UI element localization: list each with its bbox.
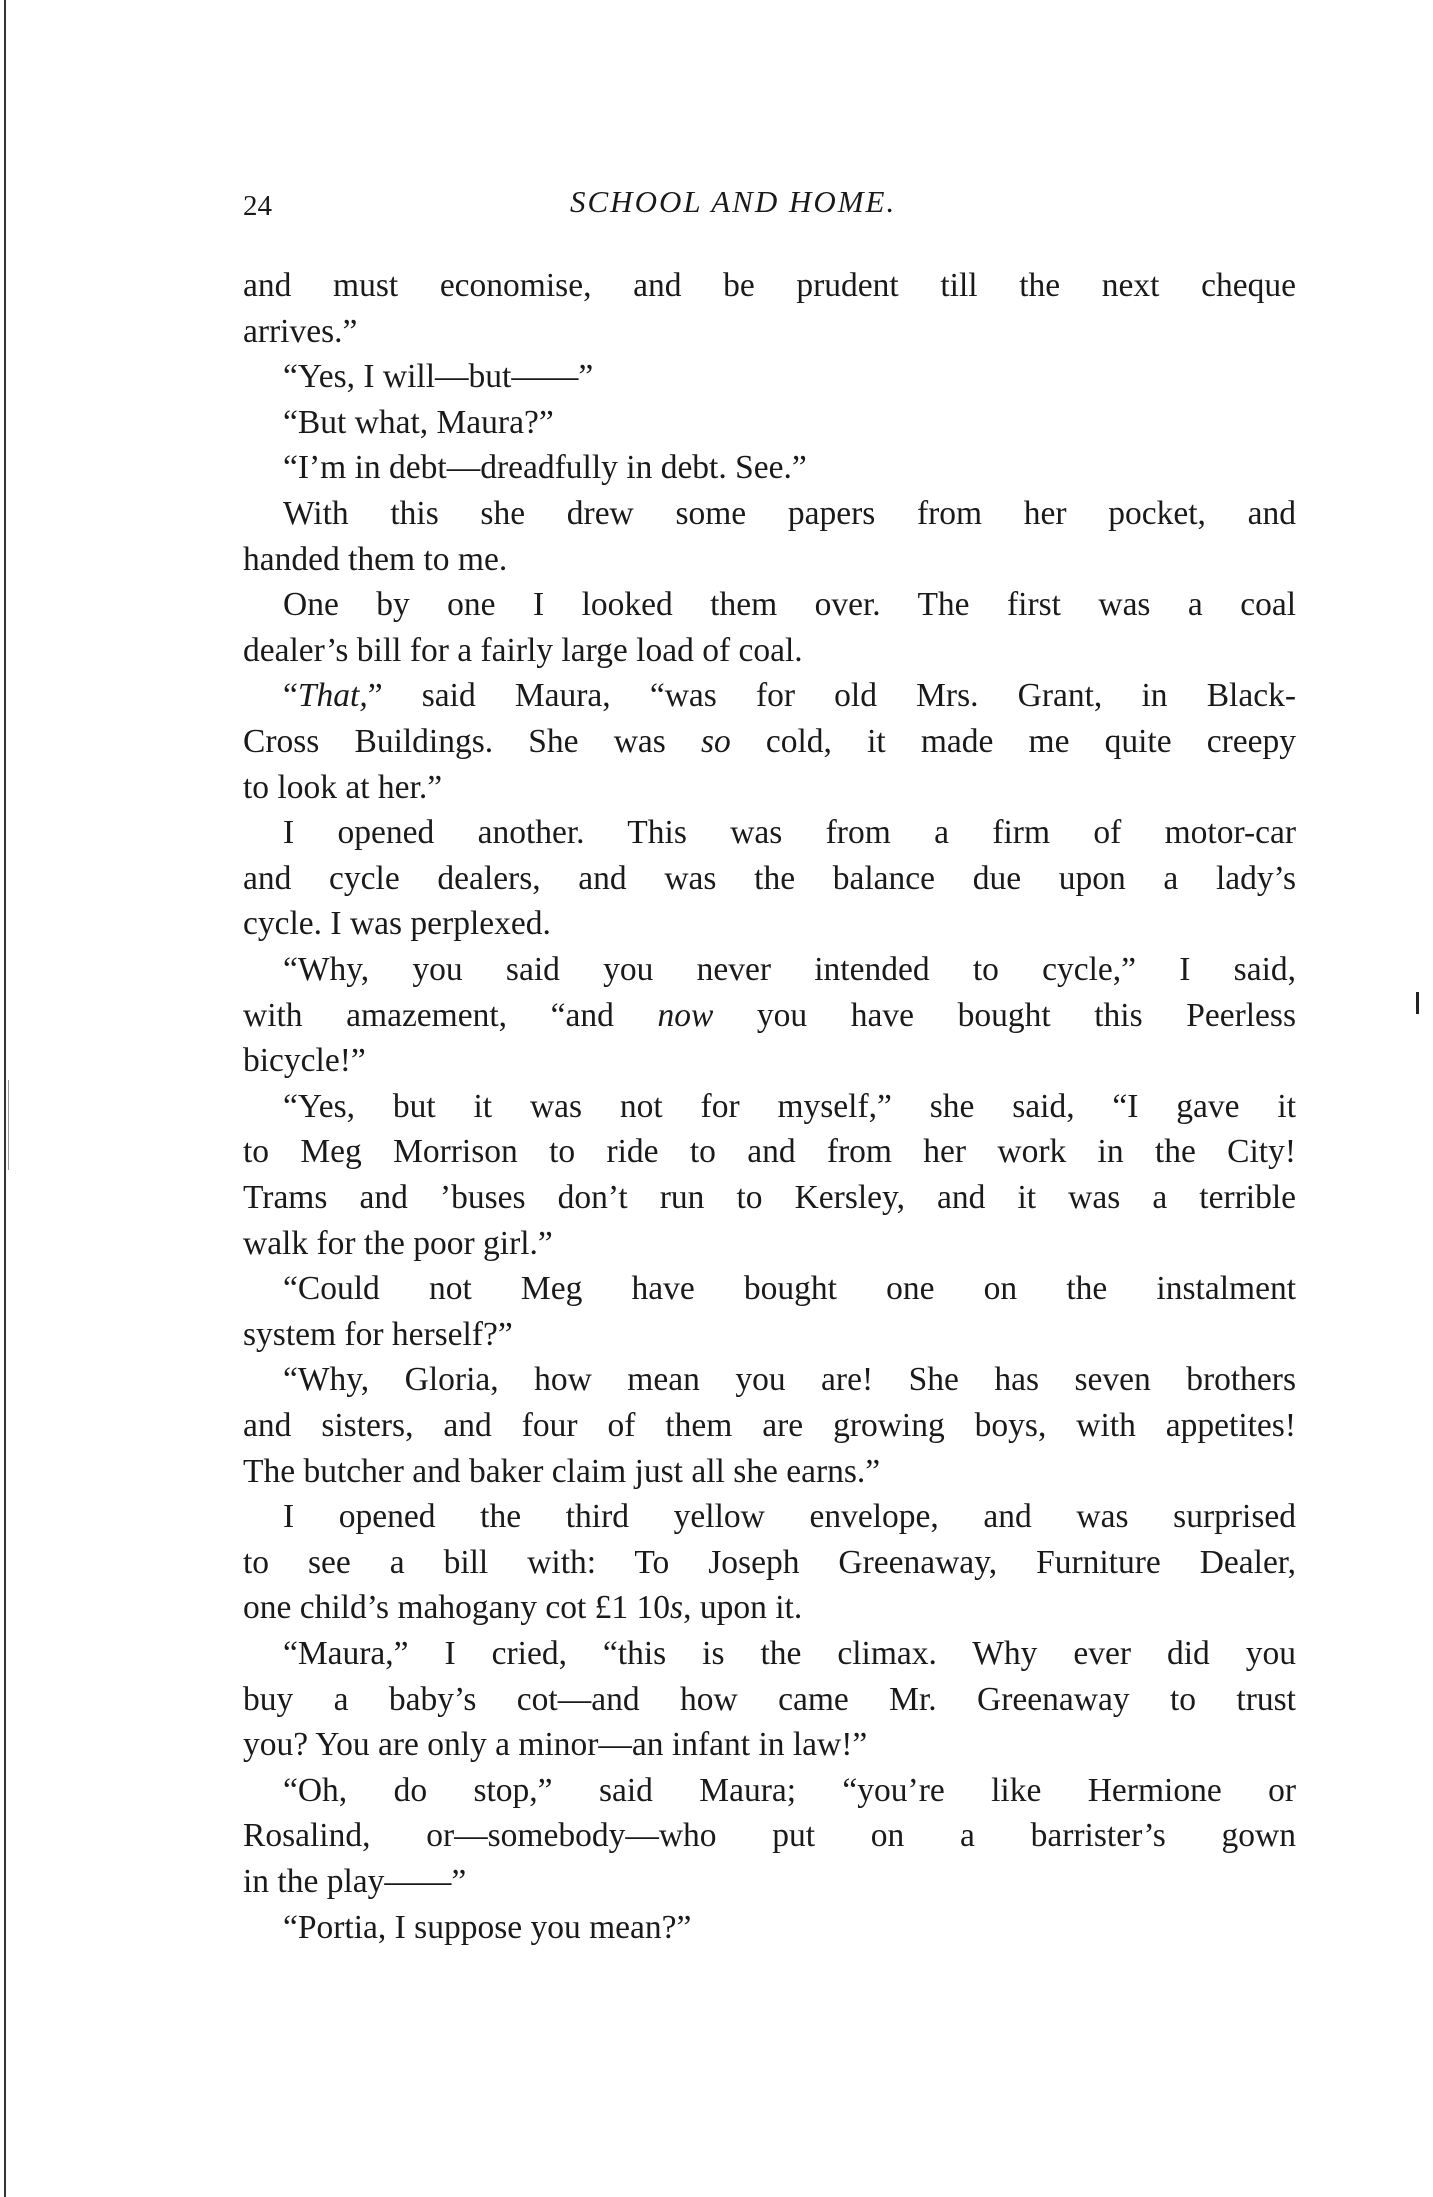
text-line: One by one I looked them over. The first was a coal [283, 586, 1296, 624]
scan-edge [4, 0, 6, 2197]
text-line: dealer’s bill for a fairly large load of coal. [243, 631, 803, 669]
italic-text: now [657, 996, 714, 1034]
text-line: and sisters, and four of them are growing boys, with appetites! [243, 1407, 1296, 1444]
text-line: “But what, Maura?” [283, 403, 554, 441]
text-segment: cold, it made me quite creepy [730, 723, 1296, 760]
text-line: walk for the poor girl.” [243, 1224, 553, 1262]
text-line: and must economise, and be prudent till the next cheque [243, 267, 1296, 304]
text-line [283, 675, 1296, 717]
text-line: Rosalind, or—somebody—who put on a barrister’s gown [243, 1817, 1296, 1855]
scan-edge-mark [8, 1080, 9, 1170]
text-line: I opened the third yellow envelope, and was surprised [283, 1498, 1296, 1536]
text-line: to Meg Morrison to ride to and from her work in the City! [243, 1133, 1296, 1171]
text-line: arrives.” [243, 312, 358, 350]
page-number: 24 [243, 190, 272, 222]
text-line: I opened another. This was from a firm of motor-car [283, 814, 1296, 852]
text-line: “Why, you said you never intended to cycle,” I said, [283, 951, 1296, 988]
text-line: you? You are only a minor—an infant in law!” [243, 1726, 868, 1764]
italic-text: so [700, 723, 731, 760]
text-line: system for herself?” [243, 1315, 513, 1353]
text-line: “Oh, do stop,” said Maura; “you’re like Hermione or [283, 1771, 1296, 1809]
text-line: handed them to me. [243, 540, 508, 578]
text-line: “Maura,” I cried, “this is the climax. Why ever did you [283, 1635, 1296, 1672]
text-line [243, 721, 1296, 763]
text-line: to see a bill with: To Joseph Greenaway, Furniture Dealer, [243, 1543, 1296, 1581]
text-segment: you have bought this Peerless [713, 996, 1296, 1034]
text-line: “I’m in debt—dreadfully in debt. See.” [283, 449, 807, 487]
text-line: buy a baby’s cot—and how came Mr. Greenaway to trust [243, 1680, 1296, 1718]
text-line: cycle. I was perplexed. [243, 905, 551, 943]
text-line: bicycle!” [243, 1042, 366, 1080]
text-segment: Cross Buildings. She was [243, 723, 701, 760]
italic-text: That, [297, 677, 368, 715]
text-line [243, 995, 1296, 1037]
italic-text: s [670, 1589, 684, 1627]
text-segment: with amazement, “and [243, 996, 658, 1034]
text-line [243, 1587, 1296, 1629]
text-segment: “ [283, 677, 298, 715]
text-segment: ” said Maura, “was for old Mrs. Grant, in Black- [367, 677, 1296, 715]
text-line: and cycle dealers, and was the balance due upon a lady’s [243, 859, 1296, 897]
text-segment: one child’s mahogany cot £1 10 [243, 1589, 671, 1627]
text-line: “Why, Gloria, how mean you are! She has seven brothers [283, 1361, 1296, 1399]
text-line: to look at her.” [243, 768, 443, 806]
text-line: The butcher and baker claim just all she earns.” [243, 1452, 881, 1490]
text-line: in the play——” [243, 1863, 467, 1900]
text-line: “Could not Meg have bought one on the instalment [283, 1270, 1296, 1308]
text-line: Trams and ’buses don’t run to Kersley, and it was a terrible [243, 1179, 1296, 1216]
running-title: SCHOOL AND HOME. [570, 184, 897, 219]
text-line: “Portia, I suppose you mean?” [283, 1908, 692, 1946]
text-line: “Yes, but it was not for myself,” she said, “I gave it [283, 1087, 1296, 1125]
text-line: With this she drew some papers from her pocket, and [283, 495, 1296, 532]
text-segment: , upon it. [683, 1589, 803, 1627]
scan-mark [1416, 992, 1419, 1014]
text-line: “Yes, I will—but——” [283, 358, 594, 396]
